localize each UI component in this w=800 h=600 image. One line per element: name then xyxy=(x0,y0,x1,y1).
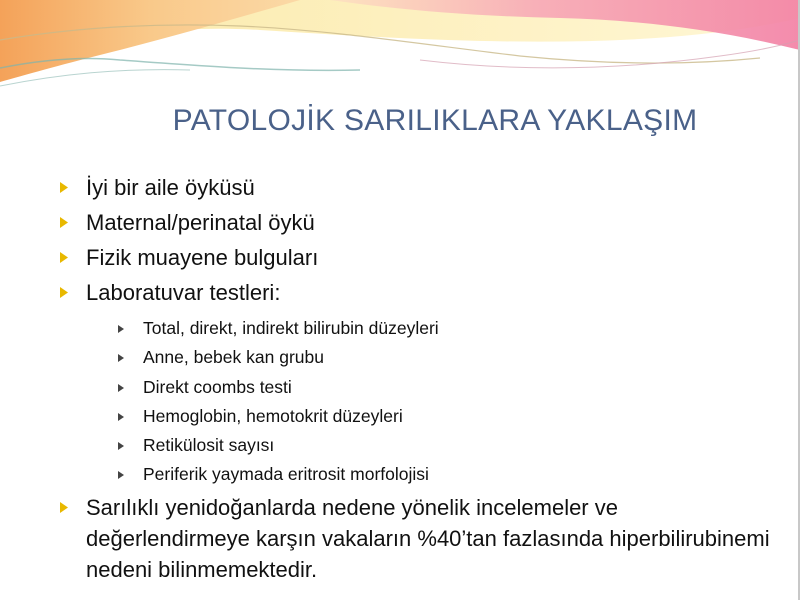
sub-bullet-text: Total, direkt, indirekt bilirubin düzeyleri xyxy=(143,318,439,338)
dark-triangle-bullet-icon xyxy=(118,384,124,392)
dark-triangle-bullet-icon xyxy=(118,471,124,479)
bullet-text: İyi bir aile öyküsü xyxy=(86,175,255,200)
dark-triangle-bullet-icon xyxy=(118,325,124,333)
sub-bullet-item xyxy=(116,373,778,402)
sub-bullet-item xyxy=(116,402,778,431)
bullet-text: Maternal/perinatal öykü xyxy=(86,210,315,235)
sub-bullet-text: Hemoglobin, hemotokrit düzeyleri xyxy=(143,405,403,426)
decorative-header-band xyxy=(0,0,800,120)
sub-bullet-text: Anne, bebek kan grubu xyxy=(143,347,324,368)
bullet-item-conclusion xyxy=(58,492,778,585)
bullet-item-maternal-history xyxy=(58,205,778,240)
lab-tests-sublist xyxy=(86,314,778,490)
dark-triangle-bullet-icon xyxy=(118,354,124,362)
bullet-text: Fizik muayene bulguları xyxy=(86,245,319,270)
sub-bullet-item xyxy=(116,314,778,343)
bullet-item-physical-exam xyxy=(58,240,778,275)
yellow-triangle-bullet-icon xyxy=(60,182,68,193)
dark-triangle-bullet-icon xyxy=(118,413,124,421)
yellow-triangle-bullet-icon xyxy=(60,252,68,263)
main-bullet-list xyxy=(58,170,778,585)
bullet-text: Laboratuvar testleri: xyxy=(86,280,281,305)
sub-bullet-text: Periferik yaymada eritrosit morfolojisi xyxy=(143,464,429,485)
yellow-triangle-bullet-icon xyxy=(60,287,68,298)
bullet-item-lab-tests xyxy=(58,275,778,490)
sub-bullet-item xyxy=(116,460,778,489)
slide-title: PATOLOJİK SARILIKLARA YAKLAŞIM xyxy=(172,104,698,137)
yellow-triangle-bullet-icon xyxy=(60,217,68,228)
bullet-text: Sarılıklı yenidoğanlarda nedene yönelik incelemeler ve değerlendirmeye karşın vakaların %40’tan fazlasında hiperbilirubinemi nedeni bilinmemektedir. xyxy=(86,494,770,582)
yellow-triangle-bullet-icon xyxy=(60,502,68,513)
sub-bullet-item xyxy=(116,431,778,460)
sub-bullet-item xyxy=(116,343,778,372)
sub-bullet-text: Direkt coombs testi xyxy=(143,376,292,397)
bullet-item-family-history xyxy=(58,170,778,205)
dark-triangle-bullet-icon xyxy=(118,442,124,450)
slide-content xyxy=(58,170,778,585)
sub-bullet-text: Retikülosit sayısı xyxy=(143,435,275,456)
